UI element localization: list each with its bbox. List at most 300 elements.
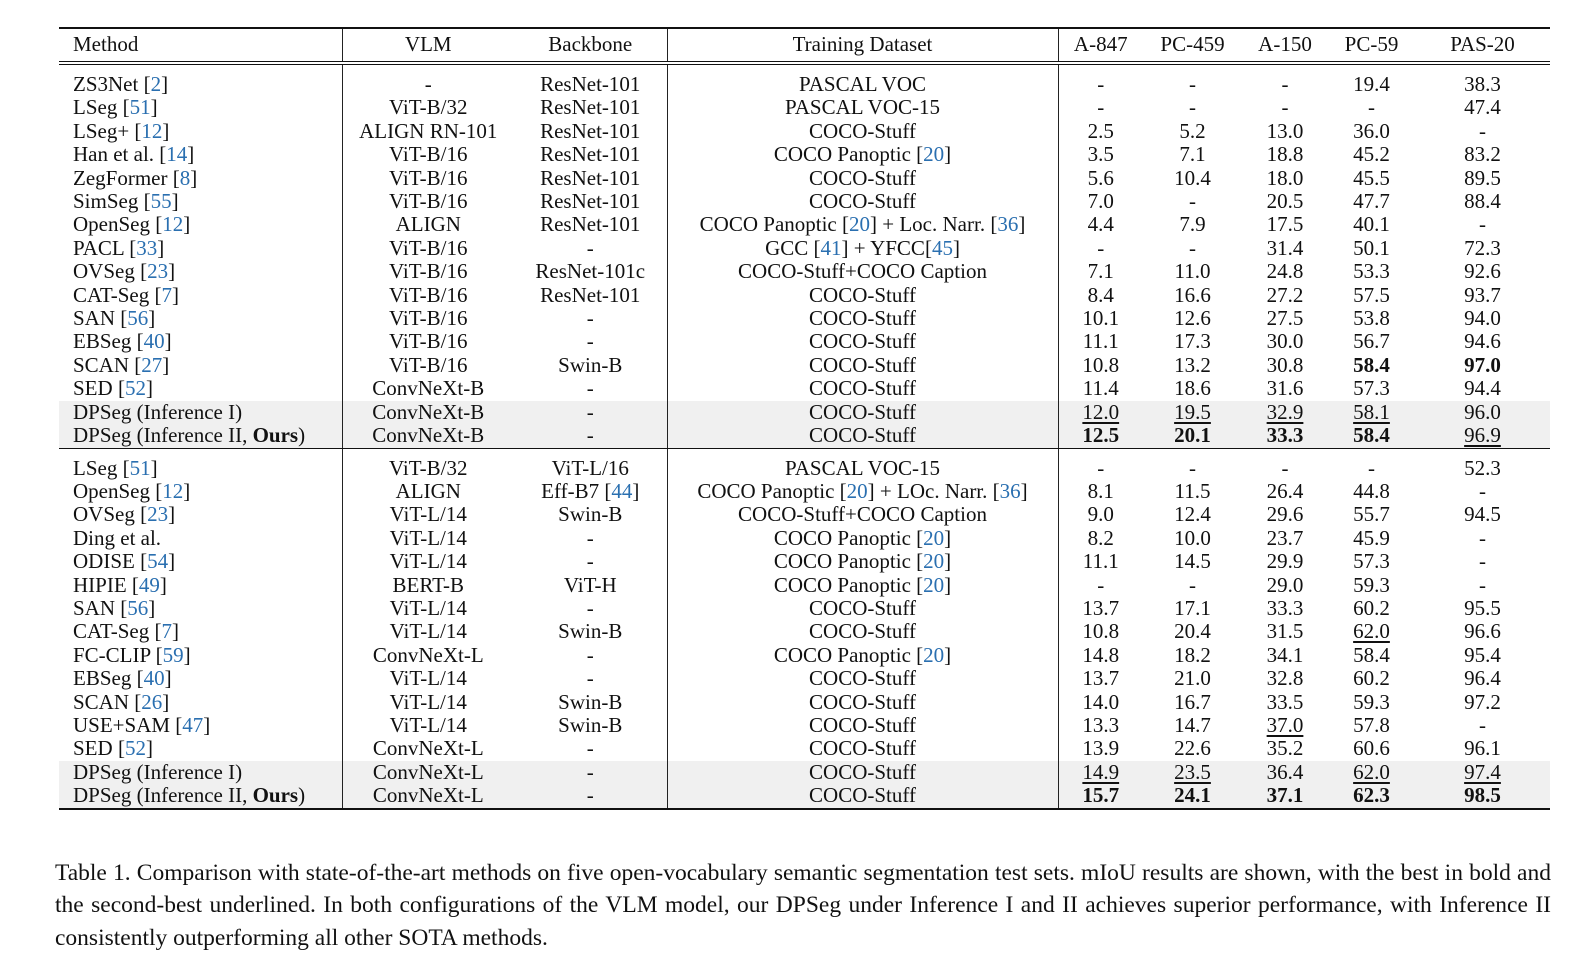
cell-a150: 35.2 [1266,736,1304,761]
cell-pc459: 20.4 [1174,619,1211,644]
cell-pc59: 50.1 [1353,235,1390,260]
cell-a847: - [1058,237,1143,260]
cell-a847: 7.1 [1058,260,1143,283]
cell-pas20: 98.5 [1415,784,1550,808]
table-header [59,28,1550,63]
header-pc59: PC-59 [1328,28,1415,63]
table-row [59,597,1550,620]
cell-vlm: ConvNeXt-L [342,761,514,784]
cell-a847: 11.1 [1058,330,1143,353]
cell-a847: 8.4 [1058,284,1143,307]
cell-pc59: 60.2 [1353,595,1390,620]
cell-pc59: 57.5 [1353,282,1390,307]
cell-vlm: ViT-B/16 [342,143,514,166]
table-row [59,784,1550,808]
table-row [59,73,1550,96]
cell-a847: 14.9 [1058,761,1143,784]
table-row [59,354,1550,377]
cell-pc459: 10.4 [1174,165,1211,190]
cell-pc59: 59.3 [1353,689,1390,714]
cell-pc59: 19.4 [1353,72,1390,96]
table-group-large [59,448,1550,809]
cell-pc459: 7.1 [1179,142,1206,167]
cell-pc59: - [1368,95,1375,120]
cell-a150: 30.8 [1266,352,1304,377]
cell-pas20: 95.5 [1464,595,1501,620]
cell-a150: 18.0 [1266,165,1304,190]
cell-vlm: ConvNeXt-B [342,424,514,448]
cell-backbone: Eff-B7 [44] [541,478,640,503]
cell-vlm: ViT-L/14 [342,503,514,526]
cell-pc459: 14.7 [1174,712,1211,737]
cell-dataset: PASCAL VOC-15 [667,96,1058,119]
cell-pc459: 22.6 [1174,736,1211,761]
cell-a150: 31.5 [1266,619,1304,644]
cell-vlm: ViT-L/14 [342,620,514,643]
cell-a847: 13.3 [1058,714,1143,737]
cell-pc459: 13.2 [1174,352,1211,377]
cell-pc459: 11.5 [1174,478,1211,503]
cell-pc59: 45.9 [1353,525,1390,550]
cell-dataset: COCO-Stuff [667,620,1058,643]
cell-pc459: 12.4 [1174,502,1211,527]
cell-method: OVSeg [23] [73,502,176,527]
cell-dataset: COCO Panoptic [20] [667,574,1058,597]
cell-backbone: ViT-H [563,572,617,597]
cell-dataset: COCO-Stuff [667,330,1058,353]
cell-method: Han et al. [14] [73,142,195,167]
cell-method: OpenSeg [12] [73,212,191,237]
cell-pas20: 72.3 [1464,235,1501,260]
cell-pas20: 97.2 [1464,689,1501,714]
cell-a150: 26.4 [1266,478,1304,503]
cell-pc59: 62.0 [1353,619,1390,644]
cell-pas20: - [1479,478,1486,503]
cell-pc59: 58.4 [1328,424,1415,448]
cell-vlm: ViT-B/16 [342,354,514,377]
header-method: Method [59,28,342,63]
cell-dataset: COCO Panoptic [20] [667,550,1058,573]
cell-vlm: BERT-B [342,574,514,597]
results-table-container [59,27,1550,810]
cell-method: DPSeg (Inference II, Ours) [59,424,342,448]
table-group-base [59,63,1550,448]
table-row [59,401,1550,424]
cell-method: PACL [33] [73,235,165,260]
cell-pc59: 40.1 [1353,212,1390,237]
table-row [59,424,1550,448]
cell-vlm: ALIGN [342,480,514,503]
cell-a847: - [1058,96,1143,119]
cell-pas20: 95.4 [1464,642,1501,667]
cell-a150: 37.1 [1242,784,1328,808]
cell-pc59: 60.2 [1353,666,1390,691]
cell-a847: 8.1 [1058,480,1143,503]
cell-vlm: ViT-L/14 [342,550,514,573]
table-row [59,761,1550,784]
cell-vlm: ViT-B/16 [342,237,514,260]
cell-dataset: COCO-Stuff [667,120,1058,143]
cell-pc59: 44.8 [1353,478,1390,503]
cell-backbone: - [586,666,594,691]
cell-a847: 10.8 [1058,354,1143,377]
table-caption: Table 1. Comparison with state-of-the-art methods on five open-vocabulary semantic segmentation test sets. mIoU results are shown, with the best in bold and the second-best underlined. In both configurations of the VLM model, our DPSeg under Inference I and II achieves superior performance, with Inference II consistently outperforming all other SOTA methods. [55,859,1551,951]
cell-a847: 10.1 [1058,307,1143,330]
cell-a847: 15.7 [1058,784,1143,808]
cell-dataset: COCO Panoptic [20] + LOc. Narr. [36] [667,480,1058,503]
cell-backbone: ResNet-101 [540,282,641,307]
table-row [59,480,1550,503]
cell-a150: 31.4 [1266,235,1304,260]
cell-pc459: 7.9 [1179,212,1206,237]
cell-method: SAN [56] [73,306,156,331]
cell-backbone: - [586,736,594,761]
cell-pc59: 57.8 [1353,712,1390,737]
cell-vlm: ConvNeXt-L [342,784,514,808]
cell-a847: - [1058,457,1143,480]
cell-pc59: 53.8 [1353,306,1390,331]
cell-a150: 29.6 [1266,502,1304,527]
cell-a150: 33.5 [1266,689,1304,714]
cell-backbone: ResNet-101c [535,259,646,284]
cell-pc59: 57.3 [1353,376,1390,401]
cell-pas20: 47.4 [1464,95,1501,120]
cell-pas20: 96.1 [1464,736,1501,761]
cell-dataset: COCO-Stuff [667,307,1058,330]
cell-a847: 11.4 [1058,377,1143,400]
cell-pc59: 62.0 [1328,761,1415,784]
table-row [59,167,1550,190]
cell-dataset: COCO-Stuff [667,167,1058,190]
cell-pas20: 93.7 [1464,282,1501,307]
table-row [59,307,1550,330]
cell-pas20: 38.3 [1464,72,1501,96]
cell-pas20: - [1479,525,1486,550]
cell-pc59: 55.7 [1353,502,1390,527]
cell-pas20: 94.5 [1464,502,1501,527]
cell-dataset: COCO-Stuff [667,354,1058,377]
header-vlm: VLM [342,28,514,63]
cell-a847: 3.5 [1058,143,1143,166]
cell-backbone: Swin-B [558,619,623,644]
cell-a150: 36.4 [1242,761,1328,784]
cell-pc59: 60.6 [1353,736,1390,761]
cell-dataset: PASCAL VOC-15 [667,457,1058,480]
cell-pas20: 52.3 [1464,455,1501,480]
cell-backbone: Swin-B [558,502,623,527]
cell-a150: 27.5 [1266,306,1304,331]
cell-a150: 33.3 [1242,424,1328,448]
cell-dataset: PASCAL VOC [667,73,1058,96]
table-row [59,120,1550,143]
cell-pas20: - [1479,212,1486,237]
cell-method: SED [52] [73,736,153,761]
table-row [59,457,1550,480]
cell-method: DPSeg (Inference II, Ours) [59,784,342,808]
cell-backbone: ResNet-101 [540,165,641,190]
cell-method: OVSeg [23] [73,259,176,284]
cell-pc59: 53.3 [1353,259,1390,284]
cell-pc59: 56.7 [1353,329,1390,354]
table-row [59,644,1550,667]
cell-backbone: - [514,424,667,448]
cell-backbone: Swin-B [558,352,623,377]
cell-a847: 9.0 [1058,503,1143,526]
table-row [59,143,1550,166]
table-row [59,377,1550,400]
cell-pc59: 45.5 [1353,165,1390,190]
cell-a150: 20.5 [1266,189,1304,214]
cell-method: HIPIE [49] [73,572,167,597]
cell-pc459: 18.2 [1174,642,1211,667]
cell-pas20: - [1479,572,1486,597]
cell-pc459: - [1189,72,1196,96]
cell-vlm: ViT-B/16 [342,167,514,190]
cell-vlm: ViT-B/16 [342,260,514,283]
cell-method: LSeg+ [12] [73,118,170,143]
cell-method: SCAN [27] [73,352,170,377]
cell-pc59: 36.0 [1353,118,1390,143]
cell-pc459: 21.0 [1174,666,1211,691]
cell-a847: 10.8 [1058,620,1143,643]
cell-dataset: COCO-Stuff [667,284,1058,307]
cell-pas20: 96.0 [1415,401,1550,424]
cell-pc459: 17.1 [1174,595,1211,620]
cell-dataset: COCO-Stuff [667,667,1058,690]
cell-a150: 18.8 [1266,142,1304,167]
cell-vlm: ViT-L/14 [342,597,514,620]
cell-a150: 17.5 [1266,212,1304,237]
cell-dataset: COCO-Stuff [667,737,1058,760]
cell-pas20: - [1479,549,1486,574]
cell-a150: 24.8 [1266,259,1304,284]
cell-backbone: ResNet-101 [540,95,641,120]
cell-vlm: ViT-B/32 [342,457,514,480]
header-training-dataset: Training Dataset [667,28,1058,63]
cell-method: Ding et al. [73,525,162,550]
cell-pc459: - [1189,189,1196,214]
cell-pc59: 57.3 [1353,549,1390,574]
cell-pas20: 94.6 [1464,329,1501,354]
cell-pc59: 59.3 [1353,572,1390,597]
cell-backbone: - [514,784,667,808]
cell-a847: 13.7 [1058,667,1143,690]
cell-method: DPSeg (Inference I) [59,401,342,424]
cell-vlm: ViT-B/16 [342,190,514,213]
cell-pc59: 47.7 [1353,189,1390,214]
cell-vlm: ConvNeXt-L [342,737,514,760]
cell-pas20: 97.4 [1415,761,1550,784]
table-row [59,503,1550,526]
cell-backbone: ResNet-101 [540,212,641,237]
header-pc459: PC-459 [1143,28,1242,63]
cell-backbone: ResNet-101 [540,72,641,96]
cell-a150: 33.3 [1266,595,1304,620]
cell-dataset: COCO-Stuff [667,377,1058,400]
cell-pc459: 10.0 [1174,525,1211,550]
cell-pas20: - [1479,712,1486,737]
cell-backbone: - [514,761,667,784]
cell-backbone: - [586,642,594,667]
cell-method: DPSeg (Inference I) [59,761,342,784]
cell-backbone: - [514,401,667,424]
cell-a150: 37.0 [1266,712,1304,737]
cell-vlm: ViT-B/16 [342,284,514,307]
table-row [59,691,1550,714]
cell-a847: 13.7 [1058,597,1143,620]
cell-backbone: - [586,329,594,354]
cell-a150: 13.0 [1266,118,1304,143]
cell-dataset: COCO Panoptic [20] [667,644,1058,667]
cell-a150: 27.2 [1266,282,1304,307]
cell-pc459: 19.5 [1143,401,1242,424]
cell-vlm: ConvNeXt-L [342,644,514,667]
cell-pc59: - [1368,455,1375,480]
cell-vlm: ViT-L/14 [342,714,514,737]
table-row [59,237,1550,260]
cell-backbone: - [586,306,594,331]
cell-pc459: 5.2 [1179,118,1206,143]
table-row [59,714,1550,737]
cell-method: EBSeg [40] [73,666,172,691]
cell-pc459: 14.5 [1174,549,1211,574]
cell-a847: 12.0 [1058,401,1143,424]
cell-a847: 2.5 [1058,120,1143,143]
cell-method: EBSeg [40] [73,329,172,354]
cell-dataset: COCO Panoptic [20] + Loc. Narr. [36] [667,213,1058,236]
cell-dataset: COCO-Stuff [667,190,1058,213]
cell-vlm: ViT-L/14 [342,527,514,550]
cell-method: FC-CLIP [59] [73,642,191,667]
header-a847: A-847 [1058,28,1143,63]
cell-vlm: ViT-L/14 [342,667,514,690]
table-row [59,527,1550,550]
cell-method: CAT-Seg [7] [73,619,179,644]
header-pas20: PAS-20 [1415,28,1550,63]
cell-pas20: 89.5 [1464,165,1501,190]
cell-method: SCAN [26] [73,689,170,714]
cell-a150: - [1281,455,1289,480]
cell-a150: 31.6 [1266,376,1304,401]
cell-a847: 11.1 [1058,550,1143,573]
cell-backbone: ViT-L/16 [551,455,629,480]
cell-a150: 29.9 [1266,549,1304,574]
cell-pc459: 18.6 [1174,376,1211,401]
cell-dataset: COCO-Stuff+COCO Caption [667,503,1058,526]
cell-pc459: 16.6 [1174,282,1211,307]
cell-method: LSeg [51] [73,455,158,480]
cell-dataset: COCO-Stuff [667,424,1058,448]
cell-a847: 4.4 [1058,213,1143,236]
cell-a150: - [1281,72,1289,96]
cell-pc459: - [1189,235,1196,260]
cell-pc59: 62.3 [1328,784,1415,808]
cell-pas20: 94.0 [1464,306,1501,331]
cell-method: ZS3Net [2] [73,72,169,96]
cell-backbone: - [586,549,594,574]
cell-pc459: - [1189,455,1196,480]
cell-vlm: ViT-L/14 [342,691,514,714]
cell-a150: 23.7 [1266,525,1304,550]
cell-method: USE+SAM [47] [73,712,211,737]
cell-vlm: - [342,73,514,96]
cell-vlm: ConvNeXt-B [342,401,514,424]
cell-dataset: COCO-Stuff [667,714,1058,737]
cell-a150: - [1281,95,1289,120]
cell-backbone: Swin-B [558,689,623,714]
cell-pas20: 88.4 [1464,189,1501,214]
table-row [59,574,1550,597]
cell-pc59: 58.4 [1353,642,1390,667]
cell-dataset: COCO-Stuff [667,784,1058,808]
cell-pc459: 23.5 [1143,761,1242,784]
table-row [59,667,1550,690]
cell-pc59: 45.2 [1353,142,1390,167]
cell-pc459: - [1189,95,1196,120]
cell-pc459: 11.0 [1174,259,1211,284]
cell-a847: 14.0 [1058,691,1143,714]
cell-a847: 13.9 [1058,737,1143,760]
cell-method: CAT-Seg [7] [73,282,179,307]
cell-dataset: COCO-Stuff [667,691,1058,714]
table-row [59,620,1550,643]
cell-vlm: ViT-B/32 [342,96,514,119]
cell-backbone: - [586,376,594,401]
cell-dataset: COCO-Stuff [667,597,1058,620]
cell-a847: 7.0 [1058,190,1143,213]
cell-pc459: 17.3 [1174,329,1211,354]
results-table [59,27,1550,810]
cell-pc459: 16.7 [1174,689,1211,714]
cell-a847: - [1058,574,1143,597]
cell-a150: 32.9 [1242,401,1328,424]
cell-dataset: COCO-Stuff [667,761,1058,784]
header-a150: A-150 [1242,28,1328,63]
cell-vlm: ViT-B/16 [342,330,514,353]
header-backbone: Backbone [514,28,667,63]
cell-a847: 12.5 [1058,424,1143,448]
cell-method: ZegFormer [8] [73,165,198,190]
cell-method: SAN [56] [73,595,156,620]
cell-method: SED [52] [73,376,153,401]
cell-vlm: ViT-B/16 [342,307,514,330]
cell-pas20: - [1479,118,1486,143]
cell-a847: - [1058,73,1143,96]
table-row [59,550,1550,573]
table-row [59,330,1550,353]
cell-backbone: - [586,525,594,550]
cell-pas20: 83.2 [1464,142,1501,167]
cell-a847: 8.2 [1058,527,1143,550]
cell-dataset: COCO-Stuff [667,401,1058,424]
cell-pc459: 24.1 [1143,784,1242,808]
cell-dataset: COCO Panoptic [20] [667,143,1058,166]
cell-method: OpenSeg [12] [73,478,191,503]
cell-pas20: 96.6 [1464,619,1501,644]
cell-vlm: ALIGN [342,213,514,236]
cell-a847: 5.6 [1058,167,1143,190]
table-row [59,260,1550,283]
table-row [59,96,1550,119]
cell-pas20: 96.4 [1464,666,1501,691]
cell-backbone: ResNet-101 [540,142,641,167]
cell-pc459: - [1189,572,1196,597]
cell-backbone: ResNet-101 [540,118,641,143]
cell-backbone: - [586,235,594,260]
cell-backbone: ResNet-101 [540,189,641,214]
cell-vlm: ALIGN RN-101 [342,120,514,143]
cell-pc59: 58.1 [1328,401,1415,424]
